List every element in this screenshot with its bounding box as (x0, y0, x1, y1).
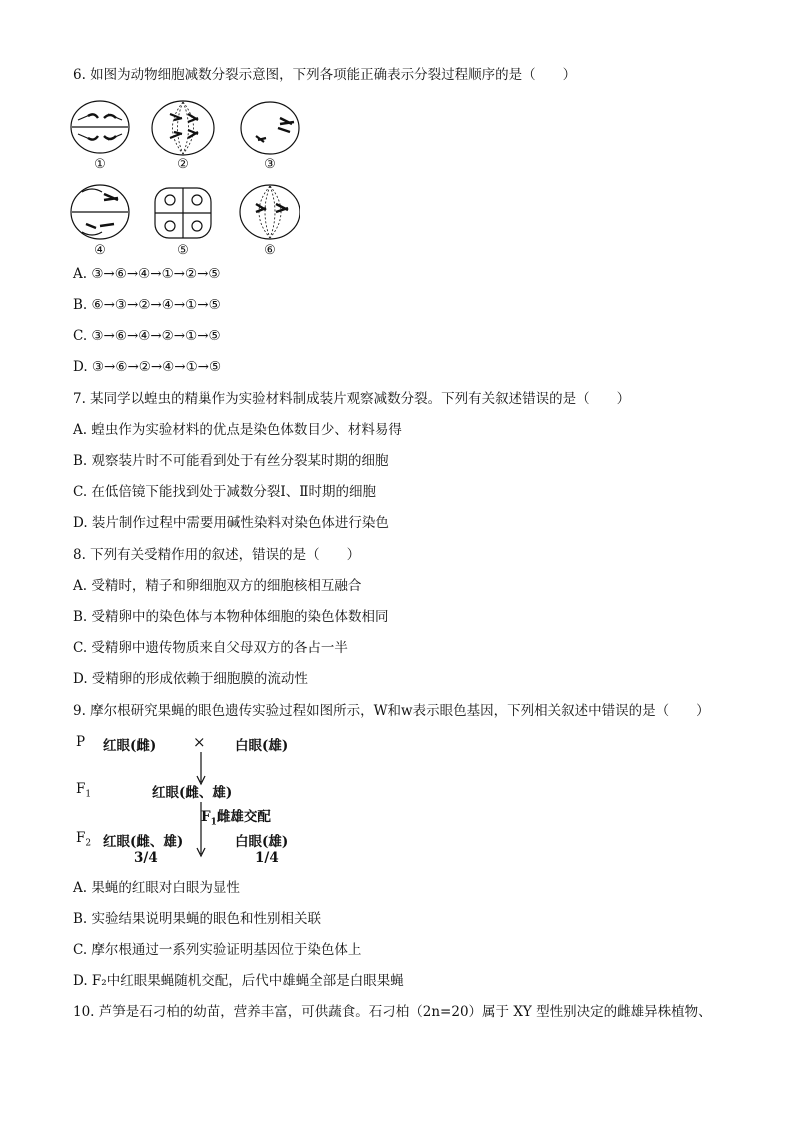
q7-option-a: A. 蝗虫作为实验材料的优点是染色体数目少、材料易得 (73, 422, 402, 438)
cross-f2-label: $F_2$ (76, 830, 92, 849)
q6-stem: 6. 如图为动物细胞减数分裂示意图，下列各项能正确表示分裂过程顺序的是（ ） (73, 67, 577, 83)
q9-option-d: D. F₂中红眼果蝇随机交配，后代中雄蝇全部是白眼果蝇 (73, 973, 404, 989)
q8-option-d: D. 受精卵的形成依赖于细胞膜的流动性 (73, 671, 308, 687)
cell-label-1: ① (94, 157, 106, 172)
cross-times-sign: × (193, 733, 206, 751)
q6-option-b: B. ⑥→③→②→④→①→⑤ (73, 297, 221, 313)
q8-option-a: A. 受精时，精子和卵细胞双方的细胞核相互融合 (73, 578, 362, 594)
cross-f1-mating: $F_1$雌雄交配 (201, 809, 271, 828)
q8-option-c: C. 受精卵中遗传物质来自父母双方的各占一半 (73, 640, 348, 656)
cross-f2-white: 白眼(雄) (235, 834, 289, 850)
q8-option-b: B. 受精卵中的染色体与本物种体细胞的染色体数相同 (73, 609, 389, 625)
q7-option-b: B. 观察装片时不可能看到处于有丝分裂某时期的细胞 (73, 453, 389, 469)
cell-6-illustration (240, 185, 300, 239)
cell-label-2: ② (177, 157, 189, 172)
cross-f1-label: $F_1$ (76, 781, 92, 800)
cross-f2-red: 红眼(雌、雄) (103, 834, 184, 850)
q7-option-d: D. 装片制作过程中需要用碱性染料对染色体进行染色 (73, 515, 389, 531)
q9-option-b: B. 实验结果说明果蝇的眼色和性别相关联 (73, 911, 322, 927)
cross-f1-result: 红眼(雌、雄) (152, 785, 233, 801)
q7-stem: 7. 某同学以蝗虫的精巢作为实验材料制成装片观察减数分裂。下列有关叙述错误的是（ ） (73, 391, 631, 407)
cell-label-6: ⑥ (264, 243, 276, 258)
q6-option-d: D. ③→⑥→②→④→①→⑤ (73, 359, 222, 375)
cell-3-illustration (241, 102, 299, 154)
q6-option-c: C. ③→⑥→④→②→①→⑤ (73, 328, 221, 344)
cell-2-illustration (152, 101, 214, 155)
cell-5-illustration (155, 188, 211, 238)
cross-p-male: 白眼(雄) (235, 738, 289, 754)
q10-stem: 10. 芦笋是石刁柏的幼苗，营养丰富，可供蔬食。石刁柏（2n=20）属于 XY 型性别决定的雌雄异株植物、 (73, 1004, 712, 1020)
cross-f2-white-ratio: 1/4 (255, 850, 279, 866)
cell-4-illustration (71, 185, 129, 239)
q9-option-c: C. 摩尔根通过一系列实验证明基因位于染色体上 (73, 942, 362, 958)
cell-label-3: ③ (264, 157, 276, 172)
q9-option-a: A. 果蝇的红眼对白眼为显性 (73, 880, 240, 896)
q7-option-c: C. 在低倍镜下能找到处于减数分裂Ⅰ、Ⅱ时期的细胞 (73, 484, 376, 500)
q8-stem: 8. 下列有关受精作用的叙述，错误的是（ ） (73, 547, 361, 563)
cross-p-label: P (76, 734, 86, 750)
q9-stem: 9. 摩尔根研究果蝇的眼色遗传实验过程如图所示，W和w表示眼色基因，下列相关叙述中错误的是（ ） (73, 703, 710, 719)
cell-label-5: ⑤ (177, 243, 189, 258)
cell-1-illustration (71, 101, 129, 153)
cross-p-female: 红眼(雌) (103, 738, 157, 754)
cross-f2-red-ratio: 3/4 (134, 850, 158, 866)
cell-label-4: ④ (94, 243, 106, 258)
meiosis-cell-figure (70, 100, 300, 260)
q6-option-a: A. ③→⑥→④→①→②→⑤ (73, 266, 221, 282)
